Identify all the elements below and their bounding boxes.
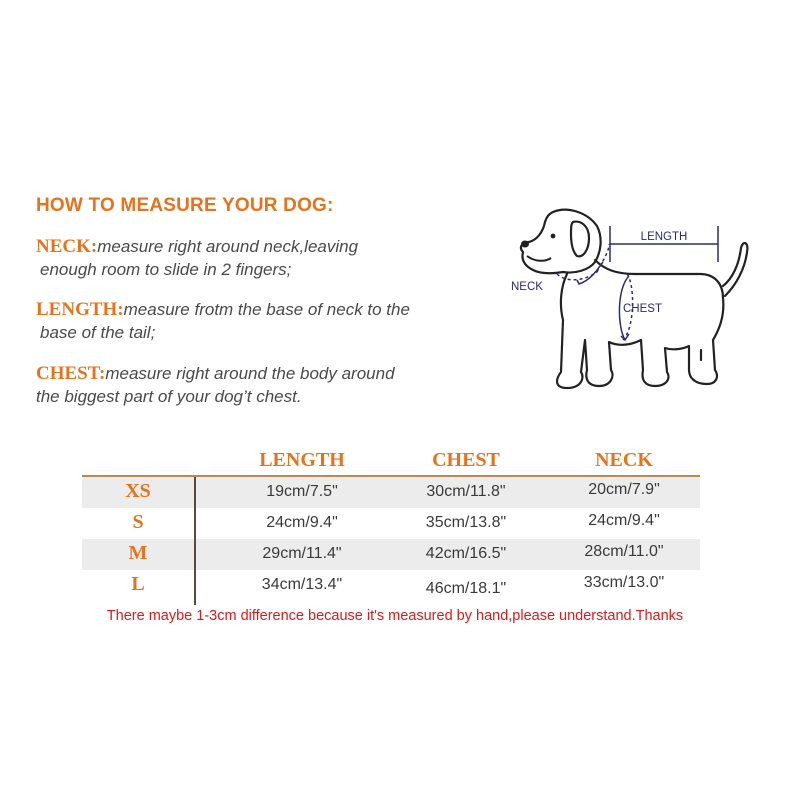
neck-value: 28cm/11.0" — [584, 543, 664, 560]
length-value: 29cm/11.4" — [262, 545, 342, 562]
neck-instruction-text-cont: enough room to slide in 2 fingers; — [40, 260, 292, 279]
dog-measurement-diagram — [505, 200, 750, 405]
measurement-note: There maybe 1-3cm difference because it's measured by hand,please understand.Thanks — [106, 608, 684, 624]
neck-value: 33cm/13.0" — [583, 574, 665, 591]
neck-indicator — [557, 244, 609, 284]
size-label: M — [128, 542, 148, 564]
table-header — [82, 445, 700, 477]
size-chart-table — [82, 445, 700, 605]
chest-value: 42cm/16.5" — [425, 545, 507, 562]
length-instruction-label: LENGTH: — [36, 299, 124, 320]
length-instruction-text: measure frotm the base of neck to the — [123, 300, 410, 319]
length-instruction-text-cont: base of the tail; — [40, 323, 156, 342]
chest-instruction-label: CHEST: — [36, 363, 106, 384]
header-neck: NECK — [595, 449, 653, 471]
chest-instruction-text-cont: the biggest part of your dog’t chest. — [36, 387, 302, 406]
table-row — [82, 508, 700, 539]
table-row — [82, 539, 700, 570]
length-value: 19cm/7.5" — [266, 483, 338, 500]
size-label: L — [131, 573, 145, 595]
neck-instruction — [36, 235, 476, 281]
size-label: XS — [125, 480, 151, 502]
chest-instruction-text: measure right around the body around — [105, 364, 395, 383]
diagram-neck-label: NECK — [511, 281, 543, 293]
diagram-chest-label: CHEST — [623, 303, 662, 315]
page-heading: HOW TO MEASURE YOUR DOG: — [36, 195, 334, 216]
header-length: LENGTH — [259, 449, 345, 471]
header-chest: CHEST — [432, 449, 500, 471]
table-row — [82, 570, 700, 601]
chest-value: 46cm/18.1" — [425, 580, 507, 597]
neck-instruction-text: measure right around neck,leaving — [97, 237, 359, 256]
length-value: 24cm/9.4" — [266, 514, 338, 531]
table-divider — [194, 477, 196, 605]
chest-value: 35cm/13.8" — [425, 514, 507, 531]
chest-value: 30cm/11.8" — [426, 483, 506, 500]
length-instruction — [36, 298, 476, 344]
neck-instruction-label: NECK: — [36, 236, 98, 257]
neck-value: 20cm/7.9" — [588, 481, 660, 498]
neck-value: 24cm/9.4" — [588, 512, 660, 529]
size-label: S — [132, 511, 144, 533]
chest-instruction — [36, 362, 476, 408]
length-value: 34cm/13.4" — [261, 576, 343, 593]
diagram-length-label: LENGTH — [640, 231, 688, 243]
table-row — [82, 477, 700, 508]
